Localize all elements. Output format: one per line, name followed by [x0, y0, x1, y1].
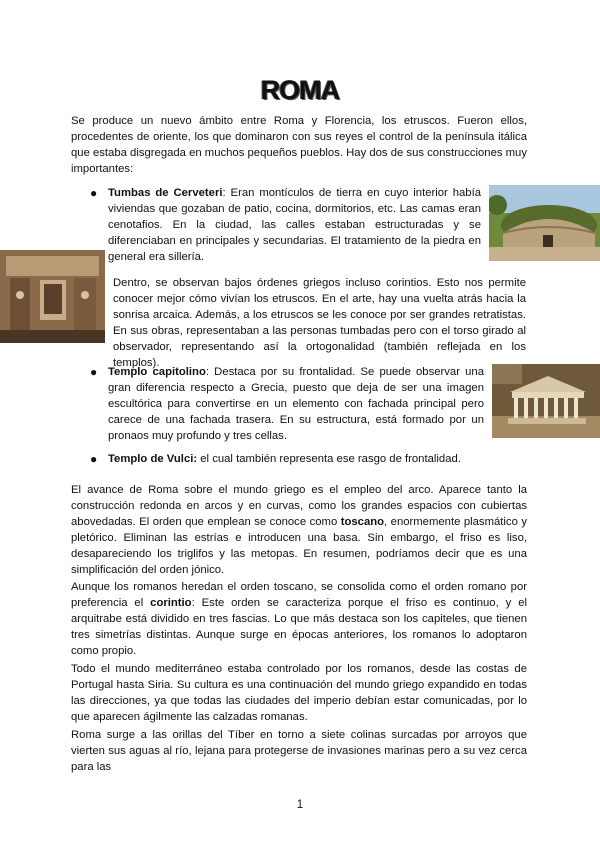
paragraph-text: Aunque los romanos heredan el orden toscano, se consolida como el orden romano por preferencia el — [71, 581, 527, 609]
bullet-term: Templo capitolino — [108, 366, 206, 378]
bullet-dot: ● — [90, 186, 98, 200]
page-number: 1 — [296, 799, 304, 811]
bullet-vulci-text — [108, 451, 508, 467]
paragraph-mediterraneo: Todo el mundo mediterráneo estaba controlado por los romanos, desde las costas de Portugal hasta Siria. Su cultura es una continuación del mundo griego expandido en todas las direcciones, ya que todas las ciudades del imperio debían estar comunicadas, por lo que aparecen ágilmente las calzadas romanas. — [71, 663, 527, 723]
bullet-cerveteri-text — [108, 185, 481, 265]
bullet-cerveteri-extra: Dentro, se observan bajos órdenes griegos incluso corintios. Esto nos permite conocer mejor cómo vivían los etruscos. En el arte, hay una vuelta atrás hacia la sonrisa arcaica. Además, a los etruscos se les conoce por ser grandes retratistas. En sus obras, representaban a las personas tumbadas pero con el torso girado al observador, representando así la ortogonalidad (también reflejada en los templos). — [113, 277, 526, 369]
temple-model-photo — [492, 364, 600, 438]
bullet-dot: ● — [90, 452, 98, 466]
paragraph-corintio — [71, 579, 527, 659]
bullet-body: el cual también representa ese rasgo de frontalidad. — [197, 453, 461, 465]
toscano-term: toscano — [340, 516, 385, 528]
paragraph-arco — [71, 482, 527, 578]
tumulus-photo — [489, 185, 600, 261]
paragraph-tiber: Roma surge a las orillas del Tíber en torno a siete colinas surcadas por arroyos que vierten sus aguas al río, lejana para protegerse de invasiones marinas pero a su vez cerca para las — [71, 729, 527, 773]
paragraph-text: El avance de Roma sobre el mundo griego es el empleo del arco. Aparece tanto la construcción redonda en arcos y en curvas, como los grandes espacios con cubiertas abovedadas. El orden que emplean se conoce como — [71, 484, 527, 528]
intro-paragraph: Se produce un nuevo ámbito entre Roma y Florencia, los etruscos. Fueron ellos, procedentes de oriente, los que dominaron con sus reyes el control de la península itálica que estaba disgregada en muchos pequeños pueblos. Hay dos de sus construcciones muy importantes: — [71, 115, 527, 175]
bullet-body: : Eran montículos de tierra en cuyo interior había viviendas que gozaban de patio, cocina, dormitorios, etc. Las camas eran cenotafios. En la ciudad, las calles estaban estructuradas y se diferenciaban en principales y secundarias. El tratamiento de la piedra en general era sillería. — [108, 187, 481, 263]
paragraph-text: : Este orden se caracteriza porque el friso es continuo, y el arquitrabe está dividido en tres fascias. Lo que más destaca son los capiteles, que tienen tres simetrías distintas. Aunque surge en épocas anteriores, los romanos lo adoptaron como propio. — [71, 597, 528, 657]
bullet-dot: ● — [90, 365, 98, 379]
bullet-capitolino-text — [108, 364, 484, 444]
corintio-term: corintio — [150, 597, 192, 609]
bullet-term: Tumbas de Cerveteri — [108, 187, 223, 199]
paragraph-text: , enormemente plasmático y pletórico. Eliminan las estrías e introducen una basa. Sin embargo, el friso es liso, desapareciendo los triglifos y las metopas. En resumen, podríamos decir que es una simplificación del orden jónico. — [71, 516, 527, 576]
tomb-interior-photo — [0, 250, 105, 343]
bullet-body: : Destaca por su frontalidad. Se puede observar una gran diferencia respecto a Grecia, puesto que deja de ser una imagen escultórica para convertirse en un elemento con fachada principal pero carece de una fachada trasera. En su estructura, está formado por un pronaos muy profundo y tres cellas. — [108, 366, 484, 442]
page-title: ROMA — [260, 75, 340, 105]
bullet-term: Templo de Vulci: — [108, 453, 198, 465]
